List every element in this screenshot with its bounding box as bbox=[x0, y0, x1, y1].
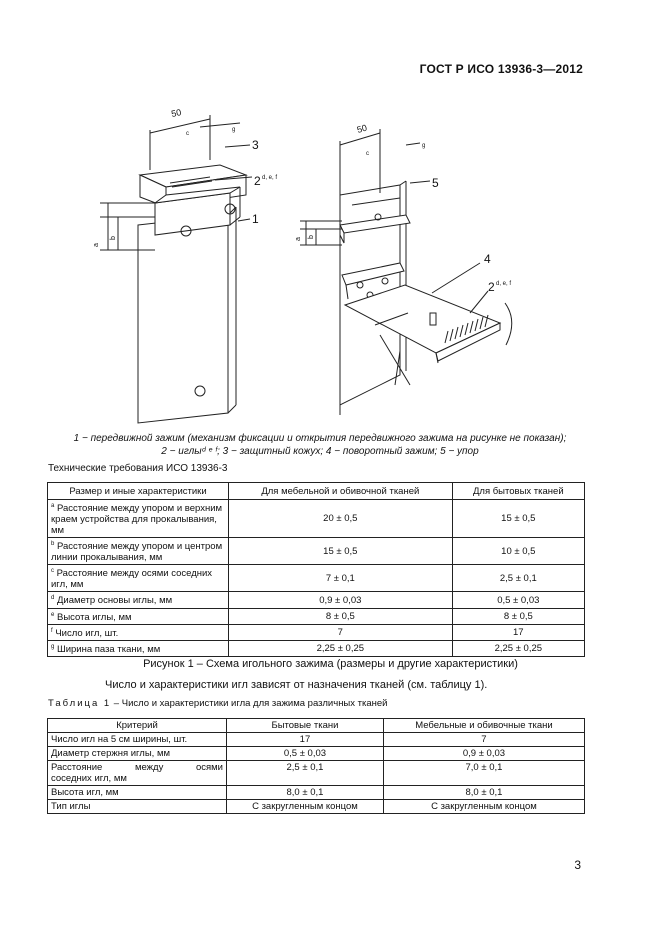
dim-a-right: a bbox=[295, 237, 302, 241]
value-furniture: 7 bbox=[229, 624, 453, 640]
header-furniture: Для мебельной и обивочной тканей bbox=[229, 483, 453, 500]
value-furniture: 7 bbox=[383, 733, 584, 747]
dim-g-right: g bbox=[422, 143, 426, 149]
requirements-table bbox=[47, 482, 585, 657]
dim-50-right: 50 bbox=[355, 122, 369, 135]
value-household: 17 bbox=[452, 624, 584, 640]
body-paragraph: Число и характеристики игл зависят от назначения тканей (см. таблицу 1). bbox=[105, 679, 488, 691]
callout-2-right: 2 bbox=[488, 280, 495, 294]
header-characteristic: Размер и иные характеристики bbox=[48, 483, 229, 500]
row-label: Тип иглы bbox=[48, 800, 227, 814]
dim-50-left: 50 bbox=[170, 107, 183, 119]
needle-clamp-drawing bbox=[60, 95, 620, 430]
value-furniture: 2,25 ± 0,25 bbox=[229, 640, 453, 656]
row-label: $^c$ Расстояние между осями соседних игл, мм bbox=[48, 565, 229, 592]
value-household: 0,5 ± 0,03 bbox=[452, 592, 584, 608]
value-household: 2,5 ± 0,1 bbox=[227, 761, 384, 786]
dim-b-left: b bbox=[110, 236, 117, 240]
row-label: $^e$ Высота иглы, мм bbox=[48, 608, 229, 624]
row-label: $^g$ Ширина паза ткани, мм bbox=[48, 640, 229, 656]
table-row bbox=[48, 592, 585, 608]
value-furniture: С закругленным концом bbox=[383, 800, 584, 814]
figure-legend bbox=[40, 432, 600, 458]
callout-5: 5 bbox=[432, 176, 439, 190]
figure-title: Рисунок 1 – Схема игольного зажима (размеры и другие характеристики) bbox=[143, 658, 518, 670]
table2-title bbox=[48, 698, 388, 709]
needles-table bbox=[47, 718, 585, 814]
value-household: 10 ± 0,5 bbox=[452, 538, 584, 565]
value-furniture: 8,0 ± 0,1 bbox=[383, 786, 584, 800]
legend-line-2: 2 − иглыᵈ ᵉ ᶠ; 3 − защитный кожух; 4 − поворотный зажим; 5 − упор bbox=[161, 446, 479, 457]
value-household: 8,0 ± 0,1 bbox=[227, 786, 384, 800]
requirements-title: Технические требования ИСО 13936-3 bbox=[48, 463, 228, 474]
callout-4: 4 bbox=[484, 252, 491, 266]
value-household: 2,5 ± 0,1 bbox=[452, 565, 584, 592]
callout-2-left-sup: d, e, f bbox=[262, 175, 278, 181]
row-label: $^b$ Расстояние между упором и центром линии прокалывания, мм bbox=[48, 538, 229, 565]
table-row bbox=[48, 800, 585, 814]
row-label: $^d$ Диаметр основы иглы, мм bbox=[48, 592, 229, 608]
table-row bbox=[48, 733, 585, 747]
dim-c-left: c bbox=[186, 131, 189, 137]
callout-3: 3 bbox=[252, 138, 259, 152]
callout-2-left: 2 bbox=[254, 174, 261, 188]
value-household: 15 ± 0,5 bbox=[452, 500, 584, 538]
value-furniture: 20 ± 0,5 bbox=[229, 500, 453, 538]
value-household: 17 bbox=[227, 733, 384, 747]
value-furniture: 7,0 ± 0,1 bbox=[383, 761, 584, 786]
page-number: 3 bbox=[574, 858, 581, 872]
row-label: Число игл на 5 см ширины, шт. bbox=[48, 733, 227, 747]
dim-c-right: c bbox=[366, 151, 369, 157]
table-row bbox=[48, 747, 585, 761]
table-row bbox=[48, 761, 585, 786]
table2-title-prefix: Таблица 1 bbox=[48, 698, 112, 709]
table-row bbox=[48, 500, 585, 538]
document-code: ГОСТ Р ИСО 13936-3—2012 bbox=[419, 62, 583, 76]
dim-b-right: b bbox=[308, 235, 315, 239]
header-criterion: Критерий bbox=[48, 719, 227, 733]
dim-a-left: a bbox=[93, 243, 100, 247]
header-household: Бытовые ткани bbox=[227, 719, 384, 733]
value-furniture: 7 ± 0,1 bbox=[229, 565, 453, 592]
table-header-row bbox=[48, 719, 585, 733]
row-label: Диаметр стержня иглы, мм bbox=[48, 747, 227, 761]
legend-line-1: 1 − передвижной зажим (механизм фиксации и открытия передвижного зажима на рисунке не показан); bbox=[73, 433, 567, 444]
value-household: 0,5 ± 0,03 bbox=[227, 747, 384, 761]
value-furniture: 15 ± 0,5 bbox=[229, 538, 453, 565]
dim-g-left: g bbox=[232, 127, 236, 133]
value-household: 2,25 ± 0,25 bbox=[452, 640, 584, 656]
table-row bbox=[48, 538, 585, 565]
row-label: $^f$ Число игл, шт. bbox=[48, 624, 229, 640]
value-household: С закругленным концом bbox=[227, 800, 384, 814]
value-furniture: 8 ± 0,5 bbox=[229, 608, 453, 624]
table-row bbox=[48, 608, 585, 624]
table-row bbox=[48, 640, 585, 656]
table-row bbox=[48, 624, 585, 640]
table-row bbox=[48, 565, 585, 592]
row-label: $^a$ Расстояние между упором и верхним краем устройства для прокалывания, мм bbox=[48, 500, 229, 538]
callout-2-right-sup: d, e, f bbox=[496, 281, 512, 287]
value-furniture: 0,9 ± 0,03 bbox=[229, 592, 453, 608]
table-row bbox=[48, 786, 585, 800]
value-furniture: 0,9 ± 0,03 bbox=[383, 747, 584, 761]
header-furniture: Мебельные и обивочные ткани bbox=[383, 719, 584, 733]
table2-title-text: – Число и характеристики игла для зажима различных тканей bbox=[111, 698, 388, 709]
callout-1: 1 bbox=[252, 212, 259, 226]
row-label: Расстояние между осями соседних игл, мм bbox=[48, 761, 227, 786]
table-header-row bbox=[48, 483, 585, 500]
value-household: 8 ± 0,5 bbox=[452, 608, 584, 624]
header-household: Для бытовых тканей bbox=[452, 483, 584, 500]
row-label: Высота игл, мм bbox=[48, 786, 227, 800]
